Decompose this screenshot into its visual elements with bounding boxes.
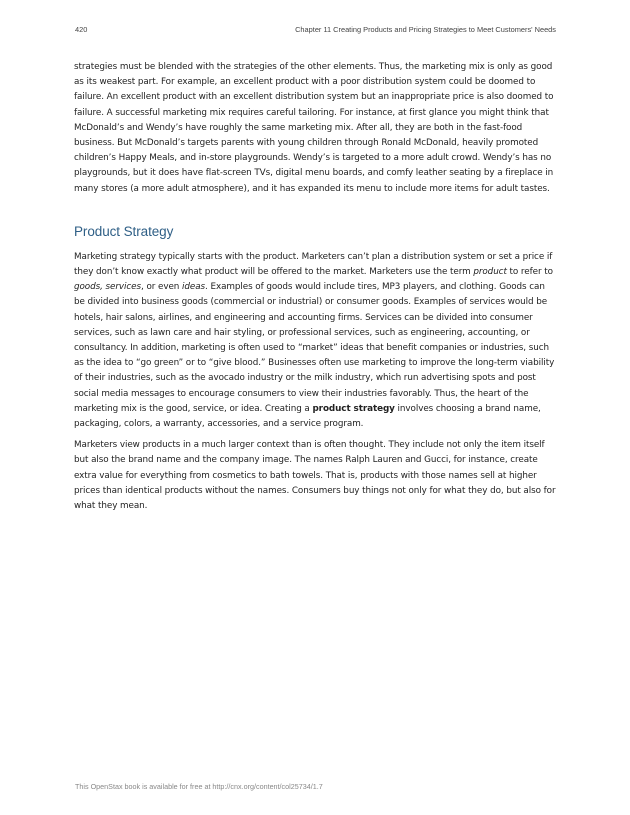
section-heading: Product Strategy: [74, 223, 174, 239]
chapter-title: Chapter 11 Creating Products and Pricing Strategies to Meet Customers' Needs: [295, 25, 556, 34]
term-ideas: ideas: [182, 282, 206, 293]
text-run: , or even: [141, 282, 183, 293]
page-footer: This OpenStax book is available for free at http://cnx.org/content/col25734/1.7: [75, 782, 323, 791]
text-run: Marketing strategy typically starts with the product. Marketers can’t plan a distribution system or set a price if they don’t know exactly what product will be offered to the market. Marketers use the term: [74, 251, 553, 278]
product-strategy-paragraph: [74, 250, 556, 432]
marketers-view-paragraph: Marketers view products in a much larger context than is often thought. They include not only the item itself but also the brand name and the company image. The names Ralph Lauren and Gucci, for instance, create extra value for everything from cosmetics to bath towels. That is, products with those names sell at higher prices than identical products without the names. Consumers buy things not only for what they do, but also for what they mean.: [74, 440, 556, 512]
page-body: [74, 60, 556, 520]
term-goods-services: goods, services: [74, 282, 142, 293]
term-product: product: [473, 267, 507, 278]
intro-paragraph: strategies must be blended with the strategies of the other elements. Thus, the marketing mix is only as good as its weakest part. For example, an excellent product with a poor distribution system could be doomed to failure. An excellent product with an excellent distribution system but an inappropriate price is also doomed to failure. A successful marketing mix requires careful tailoring. For instance, at first glance you might think that McDonald’s and Wendy’s have roughly the same marketing mix. After all, they are both in the fast-food business. But McDonald’s targets parents with young children through Ronald McDonald, heavily promoted children’s Happy Meals, and in-store playgrounds. Wendy’s is targeted to a more adult crowd. Wendy’s has no playgrounds, but it does have flat-screen TVs, digital menu boards, and comfy leather seating by a fireplace in many stores (a more adult atmosphere), and it has expanded its menu to include more items for adult tastes.: [74, 62, 554, 194]
text-run: involves choosing a brand name, packaging, colors, a warranty, accessories, and a service program.: [74, 403, 541, 430]
page-number: 420: [75, 25, 88, 34]
key-term-product-strategy: product strategy: [312, 403, 395, 414]
text-run: . Examples of goods would include tires, MP3 players, and clothing. Goods can be divided into business goods (commercial or industrial) or consumer goods. Examples of services would be hotels, hair salons, airlines, and engineering and accounting firms. Services can be divided into consumer services, such as lawn care and hair styling, or professional services, such as engineering, accounting, or consultancy. In addition, marketing is often used to “market” ideas that benefit companies or industries, such as the idea to “go green” or to “give blood.” Businesses often use marketing to improve the long-term viability of their industries, such as the avocado industry or the milk industry, which run advertising spots and post social media messages to encourage consumers to view their industries favorably. Thus, the heart of the marketing mix is the good, service, or idea. Creating a: [74, 282, 555, 414]
text-run: to refer to: [506, 267, 553, 278]
